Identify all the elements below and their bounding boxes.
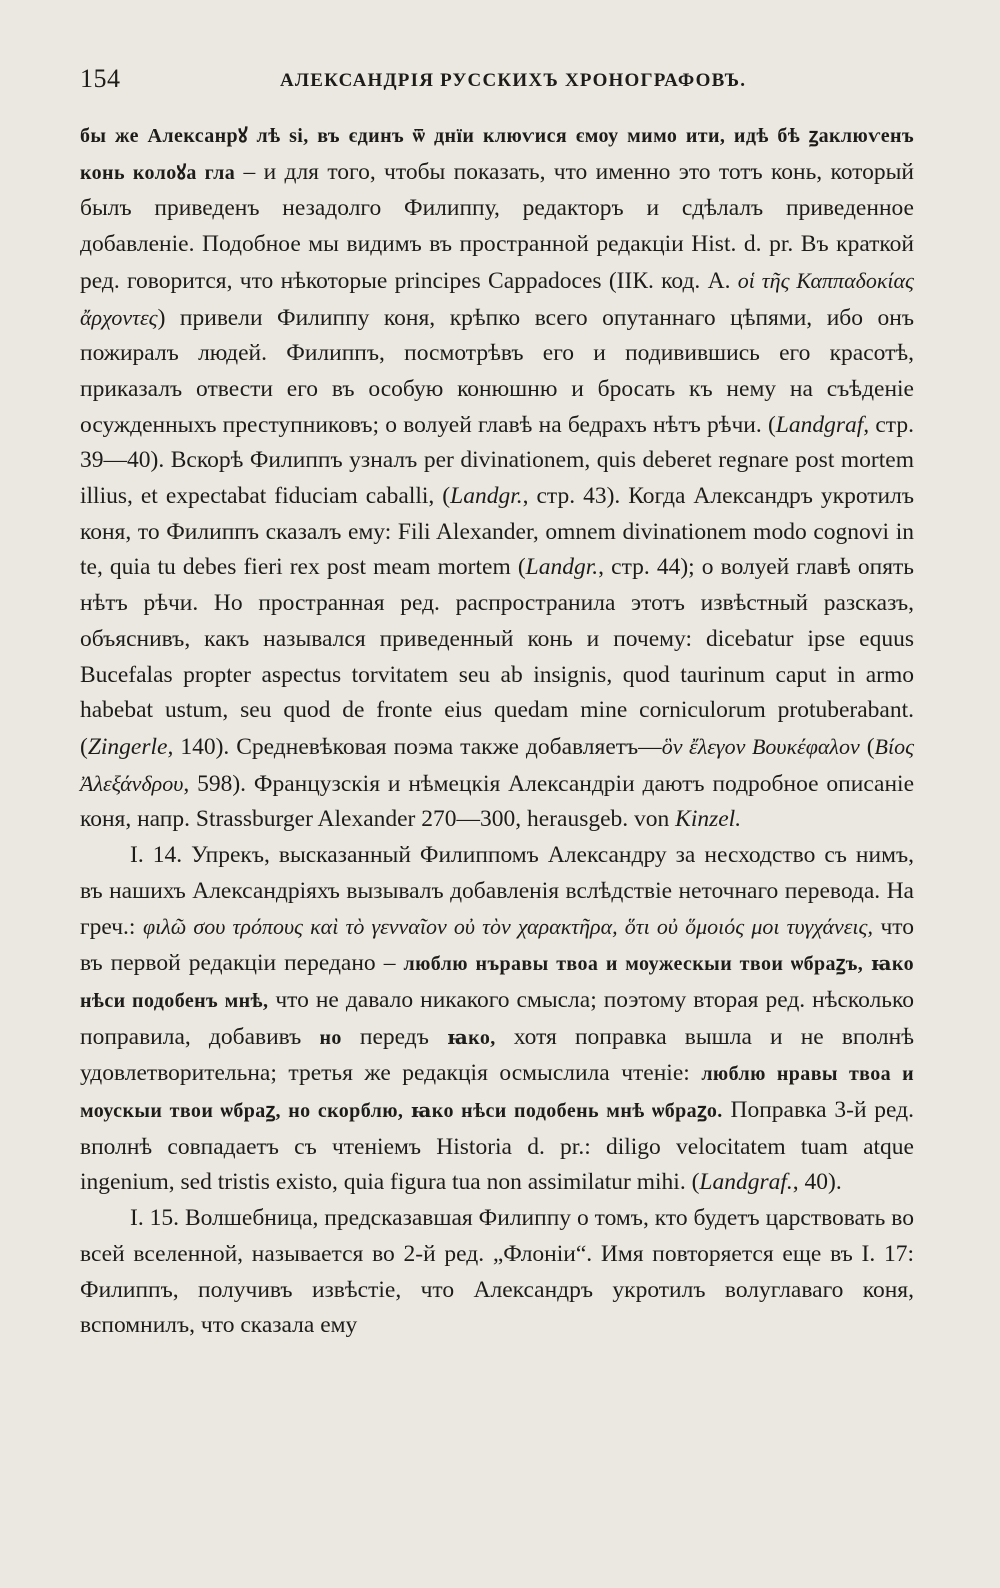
text-run: ( [859,733,875,760]
paragraph [80,838,914,1201]
italic-citation: Landgraf, [775,411,870,438]
paragraph [80,118,914,838]
greek-quote: φιλῶ σου τρόπους καὶ τὸ γενναῖον οὐ τὸν χαρακτῆρα, ὅτι οὐ ὅμοιός μοι τυγχάνεις, [142,914,873,940]
greek-quote: οἱ τῆς Καππαδοκίας ἄρχοντες [80,267,914,330]
italic-citation: Landgraf. [699,1169,793,1196]
greek-quote: ὃν ἔλεγον Βουκέφαλον [661,733,860,759]
text-run: , стр. 44); о волуей главѣ опять нѣтъ рѣчи. Но пространная ред. распространила этотъ извѣстный разсказъ, объяснивъ, какъ назывался приведенный конь и почему: dicebatur ipse equus Bucefalas propter aspectus torvitatem seu ab insignis, quod taurinum caput in armo habebat ustum, seu quod de fronte eius quedam mine corniculorum protuberabant. ( [80,554,914,760]
italic-citation: Landgr. [450,483,523,510]
text-run: , стр. 43). Когда Александръ укротилъ коня, то Филиппъ сказалъ ему: Fili Alexander, omnem divinationem modo cognovi in te, quia tu debes fieri rex post meam mortem ( [80,483,914,581]
text-run: , 40). [792,1169,842,1196]
church-slavonic-quote: люблю нъравы твоа и моужескыи твои ѡбраꙁъ, ꙗко нѣси подобенъ мнѣ, [80,953,914,1012]
text-run: – и для того, чтобы показать, что именно это тотъ конь, который былъ приведенъ незадолго Филиппу, редакторъ и сдѣлалъ приведенное добавленіе. Подобное мы видимъ въ пространной редакціи Hist. d. pr. Въ краткой ред. говорится, что нѣкоторые principes Cappadoces (IIК. код. А. [80,158,915,294]
text-run: ) привели Филиппу коня, крѣпко всего опутаннаго цѣпями, ибо онъ пожиралъ людей. Филиппъ, посмотрѣвъ его и подивившись его красотѣ, приказалъ отвести его въ особую конюшню и бросать къ нему на съѣденіе осужденныхъ преступниковъ; о волуей главѣ на бедрахъ нѣтъ рѣчи. ( [80,304,914,438]
text-run: передъ [341,1023,448,1050]
italic-citation: Kinzel. [675,806,742,833]
text-run: , 598). Французскія и нѣмецкія Александріи даютъ подробное описаніе коня, напр. Strassburger Alexander 270—300, herausgeb. von [80,770,914,833]
church-slavonic-quote: люблю нравы твоа и моускыи твои ѡбраꙁ, но скорблю, ꙗко нѣси подобень мнѣ ѡбраꙁо. [80,1063,914,1122]
running-title: АЛЕКСАНДРІЯ РУССКИХЪ ХРОНОГРАФОВЪ. [280,70,747,91]
page-number: 154 [80,64,121,93]
paragraph [80,1201,914,1344]
italic-citation: Zingerle, [87,733,174,760]
text-run: I. 15. Волшебница, предсказавшая Филиппу о томъ, кто будетъ царствовать во всей вселенной, называется во 2-й ред. „Флоніи“. Имя повторяется еще въ I. 17: Филиппъ, получивъ извѣстіе, что Александръ укротилъ волуглаваго коня, вспомнилъ, что сказала ему [80,1205,914,1339]
italic-citation: Landgr. [525,554,599,581]
text-run: I. 14. Упрекъ, высказанный Филиппомъ Александру за несходство съ нимъ, въ нашихъ Александріяхъ вызывалъ добавленія вслѣдствіе неточнаго перевода. На греч.: [80,842,914,941]
church-slavonic-quote: но [319,1026,342,1049]
text-run: хотя поправка вышла и не вполнѣ удовлетворительна; третья же редакція осмыслила чтеніе: [80,1023,914,1087]
text-run: что не давало никакого смысла; поэтому вторая ред. нѣсколько поправила, добавивъ [80,986,915,1050]
page-header [80,64,914,104]
church-slavonic-quote: бы же Алексанрꙋ лѣ ѕі, въ єдинъ ѿ днїи клюѵися ємоу мимо ити, идѣ бѣ ꙁаклюѵенъ конь колоꙋа гла [80,125,914,184]
church-slavonic-quote: ꙗко, [447,1026,496,1049]
text-run: что въ первой редакціи передано – [80,914,915,977]
text-run: стр. 39—40). Вскорѣ Филиппъ узналъ per divinationem, quis deberet regnare post mortem illius, et expectabat fiduciam caballi, ( [80,411,914,510]
body-text [80,118,914,1344]
greek-quote: Βίος Ἀλεξάνδρου [80,733,915,796]
text-run: 140). Средневѣковая поэма также добавляетъ— [173,733,662,760]
text-run: Поправка 3-й ред. вполнѣ совпадаетъ съ чтеніемъ Historia d. pr.: diligo velocitatem tuam atque ingenium, sed tristis existo, quia figura tua non assimilatur mihi. ( [80,1096,915,1196]
